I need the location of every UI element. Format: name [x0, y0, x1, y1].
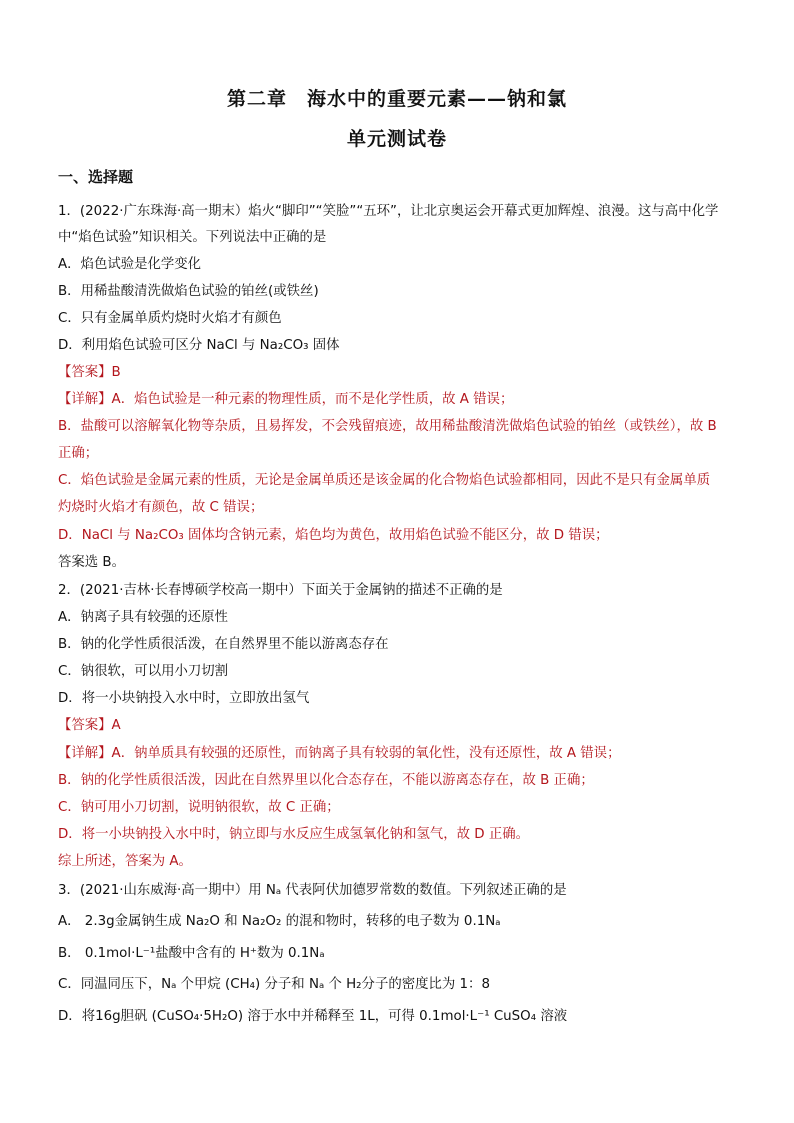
q1-detail-line1: 【详解】A．焰色试验是一种元素的物理性质，而不是化学性质，故 A 错误； — [58, 392, 514, 407]
test-title: 单元测试卷 — [346, 128, 447, 150]
q2-option-d: D．将一小块钠投入水中时，立即放出氢气 — [58, 691, 310, 706]
q1-detail-line2: B．盐酸可以溶解氧化物等杂质，且易挥发，不会残留痕迹，故用稀盐酸清洗做焰色试验的铂丝（或铁丝），故 B — [58, 419, 717, 434]
q1-option-c: C．只有金属单质灼烧时火焰才有颜色 — [58, 311, 282, 326]
q1-conclusion: 答案选 B。 — [58, 555, 126, 570]
q2-answer: 【答案】A — [58, 718, 121, 733]
q3-option-d: D．将16g胆矾 (CuSO₄·5H₂O) 溶于水中并稀释至 1L，可得 0.1mol·L⁻¹ CuSO₄ 溶液 — [58, 1009, 568, 1024]
q1-detail-line6: D．NaCl 与 Na₂CO₃ 固体均含钠元素，焰色均为黄色，故用焰色试验不能区分，故 D 错误； — [58, 528, 609, 543]
q3-option-c: C．同温同压下，Nₐ 个甲烷 (CH₄) 分子和 Nₐ 个 H₂分子的密度比为 1：8 — [58, 977, 490, 992]
q1-detail-line4: C．焰色试验是金属元素的性质，无论是金属单质还是该金属的化合物焰色试验都相同，因此不是只有金属单质 — [58, 473, 711, 488]
q2-detail-line2: B．钠的化学性质很活泼，因此在自然界里以化合态存在，不能以游离态存在，故 B 正确； — [58, 773, 594, 788]
q1-option-d: D．利用焰色试验可区分 NaCl 与 Na₂CO₃ 固体 — [58, 338, 340, 353]
q3-option-b: B． 0.1mol·L⁻¹盐酸中含有的 H⁺数为 0.1Nₐ — [58, 946, 325, 961]
chapter-title: 第二章 海水中的重要元素——钠和氯 — [226, 88, 567, 110]
q1-detail-line3: 正确； — [58, 446, 99, 461]
q3-option-a: A． 2.3g金属钠生成 Na₂O 和 Na₂O₂ 的混和物时，转移的电子数为 0.1Nₐ — [58, 914, 501, 929]
q2-option-b: B．钠的化学性质很活泼，在自然界里不能以游离态存在 — [58, 637, 389, 652]
q2-detail-line4: D．将一小块钠投入水中时，钠立即与水反应生成氢氧化钠和氢气，故 D 正确。 — [58, 827, 530, 842]
q2-conclusion: 综上所述，答案为 A。 — [58, 854, 192, 869]
q1-option-b: B．用稀盐酸清洗做焰色试验的铂丝(或铁丝) — [58, 284, 319, 299]
q2-option-c: C．钠很软，可以用小刀切割 — [58, 664, 229, 679]
q2-detail-line1: 【详解】A．钠单质具有较强的还原性，而钠离子具有较弱的氧化性，没有还原性，故 A 错误； — [58, 746, 621, 761]
q2-detail-line3: C．钠可用小刀切割，说明钠很软，故 C 正确； — [58, 800, 340, 815]
q1-stem-line2: 中“焰色试验”知识相关。下列说法中正确的是 — [58, 230, 327, 245]
q1-stem-line1: 1．(2022·广东珠海·高一期末）焰火“脚印”“笑脸”“五环”，让北京奥运会开幕式更加辉煌、浪漫。这与高中化学 — [58, 204, 719, 219]
section-heading: 一、选择题 — [58, 168, 134, 186]
q1-option-a: A．焰色试验是化学变化 — [58, 257, 202, 272]
q3-stem: 3．(2021·山东威海·高一期中）用 Nₐ 代表阿伏加德罗常数的数值。下列叙述正确的是 — [58, 883, 567, 898]
q1-detail-line5: 灼烧时火焰才有颜色，故 C 错误； — [58, 500, 264, 515]
q2-stem: 2．(2021·吉林·长春博硕学校高一期中）下面关于金属钠的描述不正确的是 — [58, 583, 503, 598]
q2-option-a: A．钠离子具有较强的还原性 — [58, 610, 228, 625]
q1-answer: 【答案】B — [58, 365, 121, 380]
